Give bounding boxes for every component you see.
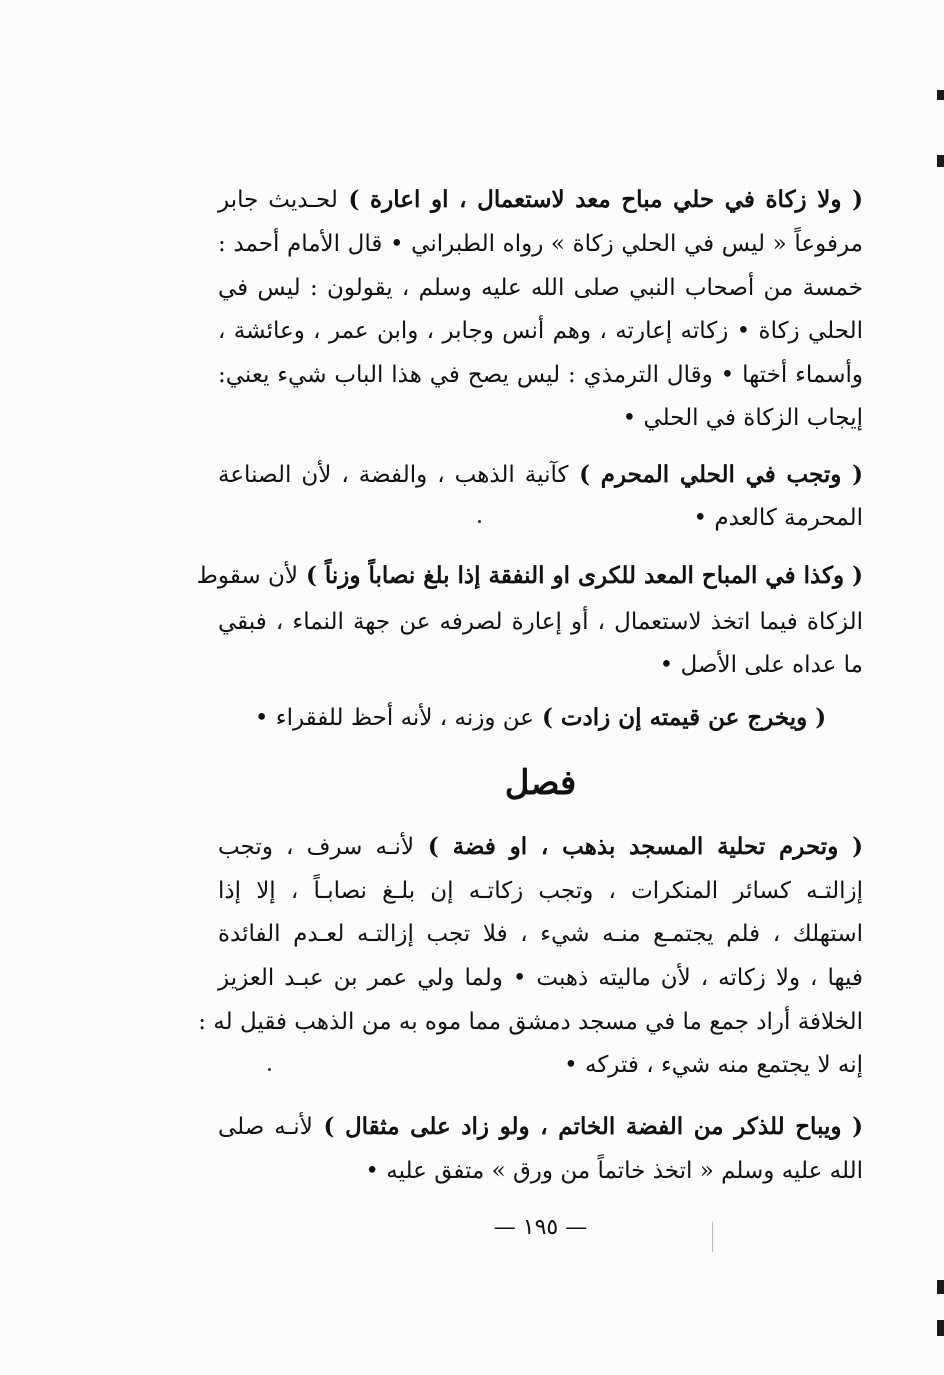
text-segment: خمسة من أصحاب النبي صلى الله عليه وسلم ، يقولون : ليس في — [218, 275, 863, 301]
text-line — [198, 1002, 863, 1042]
text-line — [218, 455, 863, 495]
bold-text-segment: ( ويباح للذكر من الفضة الخاتم ، ولو زاد على مثقال ) — [312, 1113, 863, 1140]
text-line — [218, 498, 863, 538]
bold-text-segment: ( وتحرم تحلية المسجد بذهب ، او فضة ) — [414, 833, 863, 860]
text-line — [218, 268, 863, 308]
text-segment: وأسماء أختها • وقال الترمذي : ليس يصح في هذا الباب شيء يعني: — [218, 362, 863, 388]
text-segment: فيها ، ولا زكاته ، لأن ماليته ذهبت • ولما ولي عمر بن عبـد العزيز — [218, 965, 863, 991]
scan-edge-mark — [937, 1320, 944, 1336]
text-line — [218, 914, 863, 954]
text-segment: إنه لا يجتمع منه شيء ، فتركه • — [564, 1052, 863, 1078]
text-line — [218, 871, 863, 911]
bold-text-segment: ( وكذا في المباح المعد للكرى او النفقة إذا بلغ نصاباً وزناً ) — [297, 562, 863, 589]
text-segment: الله عليه وسلم « اتخذ خاتماً من ورق » متفق عليه • — [365, 1158, 863, 1184]
scan-edge-mark — [937, 90, 944, 100]
text-line — [196, 556, 863, 596]
text-segment: لأنـه صلى — [218, 1114, 313, 1140]
scan-artifact-line — [712, 1222, 713, 1252]
text-segment: استهلك ، فلم يجتمـع منـه شيء ، فلا تجب إزالتـه لعـدم الفائدة — [218, 921, 863, 947]
text-line — [218, 1107, 863, 1147]
page-number: — ١٩٥ — — [493, 1215, 588, 1240]
text-line — [218, 602, 863, 642]
text-line — [218, 1151, 863, 1191]
section-heading: فصل — [504, 763, 577, 803]
bold-text-segment: ( ويخرج عن قيمته إن زادت ) — [534, 704, 827, 731]
scan-speck — [268, 1068, 271, 1071]
text-segment: لأن سقوط — [196, 563, 298, 589]
text-segment: كآنية الذهب ، والفضة ، لأن الصناعة — [218, 462, 569, 488]
text-line — [218, 180, 863, 220]
bold-text-segment: ( وتجب في الحلي المحرم ) — [568, 461, 863, 488]
text-segment: لأنـه سرف ، وتجب — [218, 834, 415, 860]
text-segment: عن وزنه ، لأنه أحظ للفقراء • — [254, 705, 534, 731]
text-line — [218, 827, 863, 867]
scan-edge-mark — [937, 1280, 944, 1294]
text-line — [218, 355, 863, 395]
text-segment: مرفوعاً « ليس في الحلي زكاة » رواه الطبراني • قال الأمام أحمد : — [218, 231, 863, 257]
text-segment: لحـديث جابر — [218, 187, 338, 213]
text-segment: ما عداه على الأصل • — [659, 652, 863, 678]
text-line — [218, 224, 863, 264]
text-line — [218, 1045, 863, 1085]
scan-edge-mark — [937, 155, 944, 167]
scan-speck — [478, 520, 481, 523]
bold-text-segment: ( ولا زكاة في حلي مباح معد لاستعمال ، او اعارة ) — [337, 186, 863, 213]
text-segment: الخلافة أراد جمع ما في مسجد دمشق مما موه به من الذهب فقيل له : — [198, 1009, 863, 1035]
text-line — [218, 698, 863, 738]
text-line — [218, 311, 863, 351]
text-segment: المحرمة كالعدم • — [693, 505, 863, 531]
text-segment: الزكاة فيما اتخذ لاستعمال ، أو إعارة لصرفه عن جهة النماء ، فبقي — [218, 609, 863, 635]
text-line — [218, 398, 863, 438]
text-segment: إيجاب الزكاة في الحلي • — [622, 405, 863, 431]
text-line — [218, 958, 863, 998]
text-line — [218, 645, 863, 685]
text-segment: إزالتـه كسائر المنكرات ، وتجب زكاتـه إن بلـغ نصابـاً ، إلا إذا — [218, 878, 863, 904]
text-segment: الحلي زكاة • زكاته إعارته ، وهم أنس وجابر ، وابن عمر ، وعائشة ، — [218, 318, 863, 344]
